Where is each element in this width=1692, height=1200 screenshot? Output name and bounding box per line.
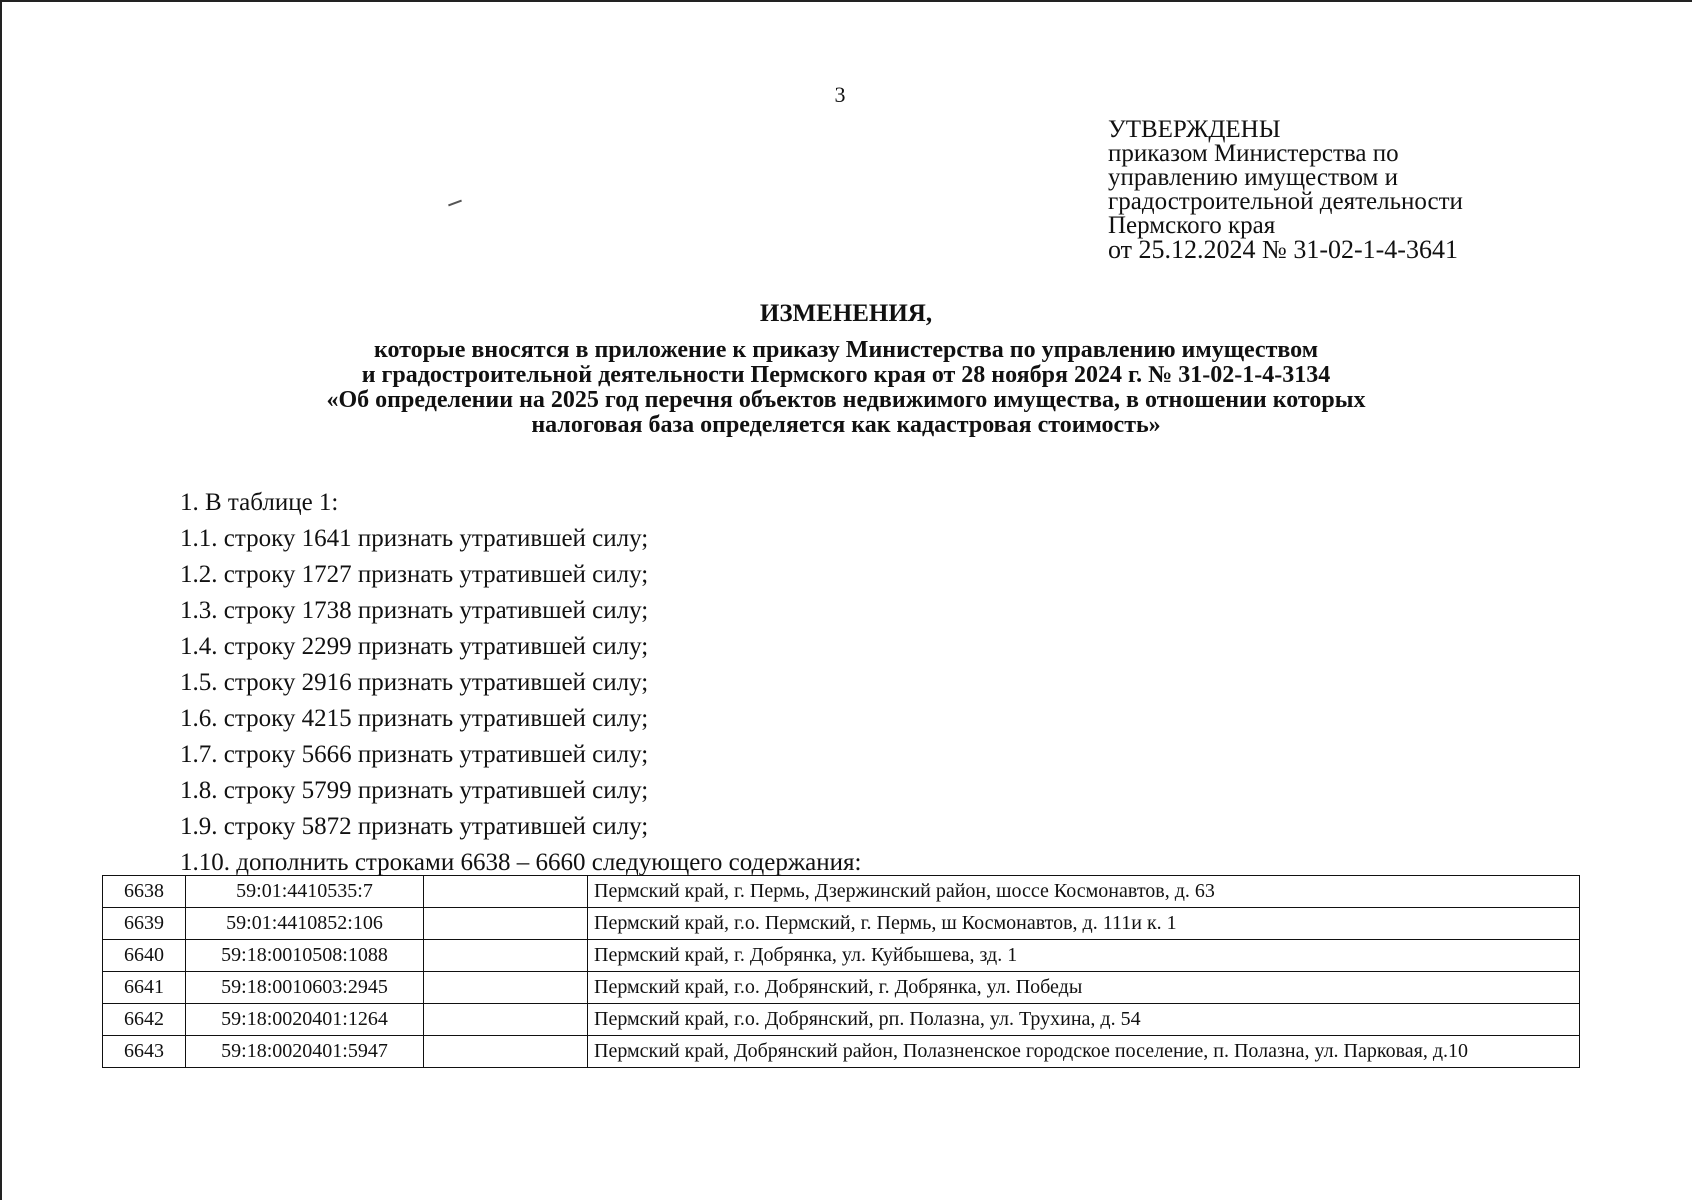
address: Пермский край, г. Пермь, Дзержинский район, шоссе Космонавтов, д. 63 [588, 876, 1580, 908]
approval-line: управлению имуществом и [1108, 164, 1399, 191]
approval-order-ref: от 25.12.2024 № 31-02-1-4-3641 [1108, 235, 1458, 264]
amendment-item: 1.2. строку 1727 признать утратившей силу; [180, 561, 649, 588]
amendment-item: 1.9. строку 5872 признать утратившей силу; [180, 813, 649, 840]
amendment-item: 1.1. строку 1641 признать утратившей силу; [180, 525, 649, 552]
subtitle-line: которые вносятся в приложение к приказу Министерства по управлению имуществом [373, 337, 1319, 363]
cadastral-number: 59:01:4410852:106 [186, 908, 424, 940]
table-row [103, 908, 1580, 940]
empty-cell [424, 940, 588, 972]
empty-cell [424, 908, 588, 940]
amendment-item: 1. В таблице 1: [180, 489, 339, 516]
amendment-item: 1.3. строку 1738 признать утратившей силу; [180, 597, 649, 624]
page-number: 3 [834, 82, 846, 107]
amendment-item: 1.8. строку 5799 признать утратившей силу; [180, 777, 649, 804]
scan-edge-left [0, 0, 2, 1200]
row-number: 6638 [103, 876, 186, 908]
row-number: 6639 [103, 908, 186, 940]
empty-cell [424, 972, 588, 1004]
row-number: 6640 [103, 940, 186, 972]
row-number: 6642 [103, 1004, 186, 1036]
approval-block [1108, 118, 1463, 262]
amendment-item: 1.5. строку 2916 признать утратившей силу; [180, 669, 649, 696]
amendment-list [180, 485, 861, 881]
cadastral-number: 59:18:0010508:1088 [186, 940, 424, 972]
property-table [102, 875, 1580, 1068]
subtitle-line: «Об определении на 2025 год перечня объектов недвижимого имущества, в отношении которых [326, 387, 1366, 413]
table-row [103, 876, 1580, 908]
table-row [103, 940, 1580, 972]
cadastral-number: 59:18:0020401:1264 [186, 1004, 424, 1036]
cadastral-number: 59:18:0020401:5947 [186, 1036, 424, 1068]
amendment-item: 1.10. дополнить строками 6638 – 6660 следующего содержания: [180, 849, 862, 876]
address: Пермский край, г.о. Добрянский, г. Добрянка, ул. Победы [588, 972, 1580, 1004]
approval-line: приказом Министерства по [1108, 140, 1399, 167]
approval-line: градостроительной деятельности [1108, 188, 1463, 215]
approval-line: Пермского края [1108, 212, 1276, 239]
row-number: 6643 [103, 1036, 186, 1068]
empty-cell [424, 876, 588, 908]
table-row [103, 1036, 1580, 1068]
address: Пермский край, г.о. Пермский, г. Пермь, ш Космонавтов, д. 111и к. 1 [588, 908, 1580, 940]
row-number: 6641 [103, 972, 186, 1004]
amendment-item: 1.6. строку 4215 признать утратившей силу; [180, 705, 649, 732]
subtitle-line: налоговая база определяется как кадастровая стоимость» [531, 412, 1161, 438]
empty-cell [424, 1004, 588, 1036]
document-title: ИЗМЕНЕНИЯ, [759, 300, 933, 327]
amendment-item: 1.7. строку 5666 признать утратившей силу; [180, 741, 649, 768]
cadastral-number: 59:18:0010603:2945 [186, 972, 424, 1004]
approval-heading: УТВЕРЖДЕНЫ [1108, 116, 1281, 143]
amendment-item: 1.4. строку 2299 признать утратившей силу; [180, 633, 649, 660]
scan-speck [448, 200, 462, 207]
document-subtitle [210, 338, 1482, 438]
table-row [103, 1004, 1580, 1036]
empty-cell [424, 1036, 588, 1068]
table-row [103, 972, 1580, 1004]
address: Пермский край, г.о. Добрянский, рп. Полазна, ул. Трухина, д. 54 [588, 1004, 1580, 1036]
address: Пермский край, г. Добрянка, ул. Куйбышева, зд. 1 [588, 940, 1580, 972]
address: Пермский край, Добрянский район, Полазненское городское поселение, п. Полазна, ул. Парковая, д.10 [588, 1036, 1580, 1068]
subtitle-line: и градостроительной деятельности Пермского края от 28 ноября 2024 г. № 31-02-1-4-3134 [361, 362, 1331, 388]
cadastral-number: 59:01:4410535:7 [186, 876, 424, 908]
scan-edge-top [0, 0, 1692, 2]
